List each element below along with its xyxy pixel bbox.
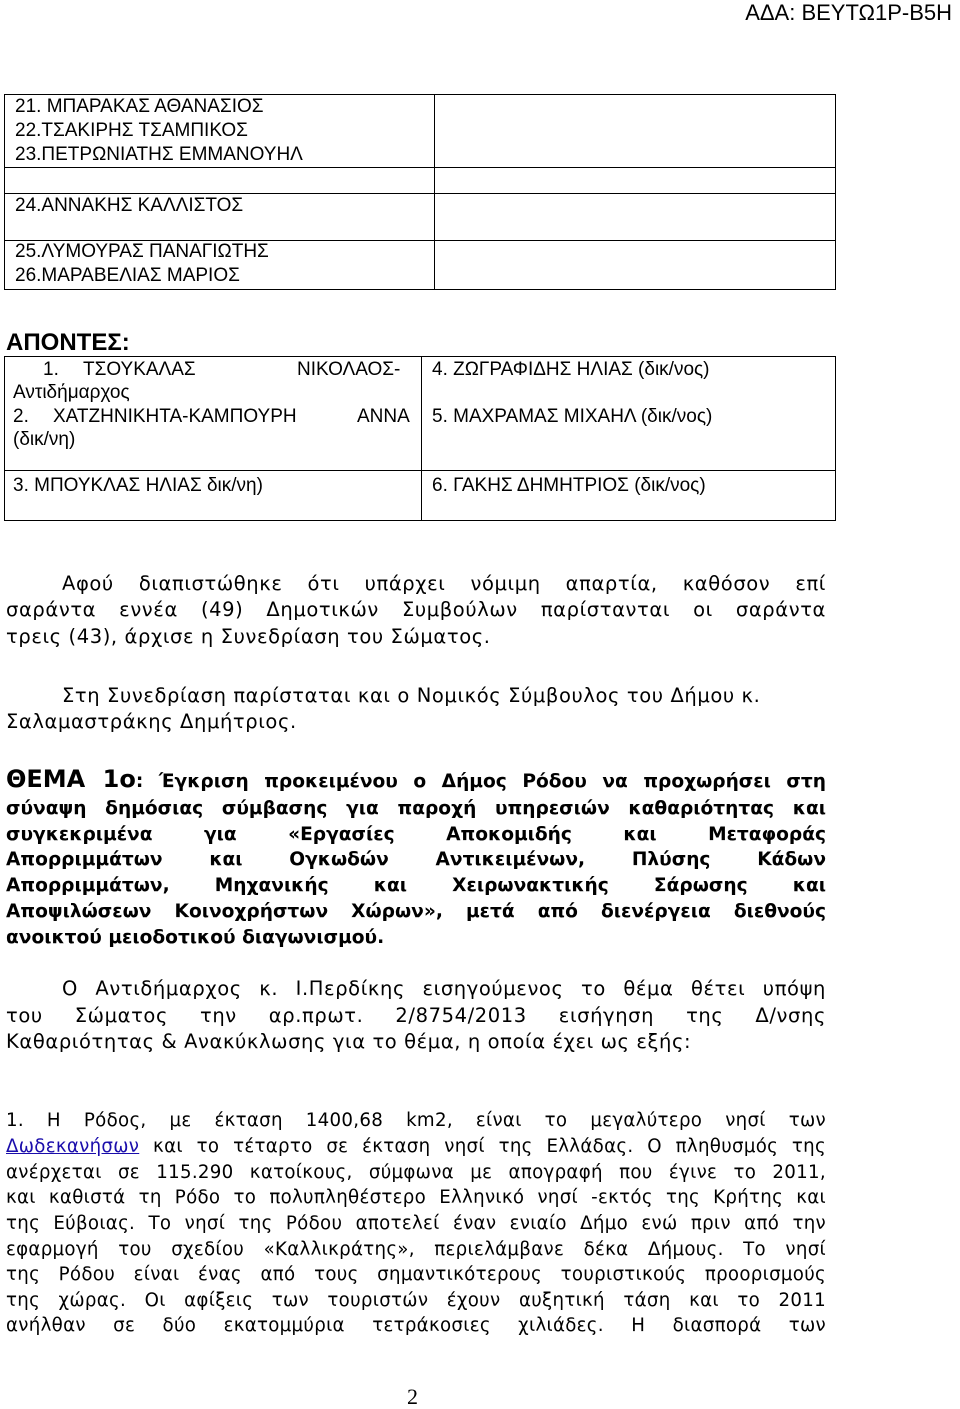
- theme-line-7: ανοικτού μειοδοτικού διαγωνισμού.: [6, 927, 385, 948]
- list-item: (δικ/νη): [13, 429, 76, 450]
- ada-code: ΑΔΑ: ΒΕΥΤΩ1Ρ-Β5Η: [745, 0, 952, 25]
- list-item: 1.: [43, 359, 59, 380]
- list-item: 6. ΓΑΚΗΣ ΔΗΜΗΤΡΙΟΣ (δικ/νος): [432, 475, 706, 496]
- quorum-line-2: σαράντα εννέα (49) Δημοτικών Συμβούλων παρίστανται οι σαράντα: [6, 598, 826, 621]
- list-item: 22.ΤΣΑΚΙΡΗΣ ΤΣΑΜΠΙΚΟΣ: [15, 120, 248, 141]
- body-line-5: της Εύβοιας. Το νησί της Ρόδου αποτελεί έναν ενιαίο Δήμο ενώ πριν από την: [6, 1213, 826, 1234]
- body-line-2: Δωδεκανήσων και το τέταρτο σε έκταση νησί της Ελλάδας. Ο πληθυσμός της: [6, 1136, 826, 1157]
- body-line-7: της Ρόδου είναι ένας από τους σημαντικότερους τουριστικούς προορισμούς: [6, 1264, 826, 1285]
- body-line-3: ανέρχεται σε 115.290 κατοίκους, σύμφωνα με απογραφή που έγινε το 2011,: [6, 1162, 826, 1183]
- theme-line-3: συγκεκριμένα για «Εργασίες Αποκομιδής και Μεταφοράς: [6, 824, 826, 845]
- intro-line-2: του Σώματος την αρ.πρωτ. 2/8754/2013 εισήγηση της Δ/νσης: [6, 1004, 826, 1027]
- list-item: 24.ΑΝΝΑΚΗΣ ΚΑΛΛΙΣΤΟΣ: [15, 195, 244, 216]
- present-members-table: [4, 94, 836, 290]
- legal-line-2: Σαλαμαστράκης Δημήτριος.: [6, 710, 297, 733]
- theme-line-6: Αποψιλώσεων Κοινοχρήστων Χώρων», μετά από διενέργεια διεθνούς: [6, 901, 826, 922]
- list-item: ΑΝΝΑ: [357, 406, 410, 427]
- dodecanese-link[interactable]: Δωδεκανήσων: [6, 1136, 140, 1157]
- table-row: [4, 240, 836, 290]
- list-item: 3. ΜΠΟΥΚΛΑΣ ΗΛΙΑΣ δικ/νη): [13, 475, 263, 496]
- absent-members-table: [4, 356, 836, 521]
- absent-left-cell-2: [4, 470, 422, 521]
- list-item: Αντιδήμαρχος: [13, 382, 130, 403]
- theme-line-5: Απορριμμάτων, Μηχανικής και Χειρωνακτικής Σάρωσης και: [6, 875, 826, 896]
- table-row: [4, 193, 836, 241]
- list-item: ΝΙΚΟΛΑΟΣ-: [297, 359, 401, 380]
- body-line-6: εφαρμογή του σχεδίου «Καλλικράτης», περιελάμβανε δέκα Δήμους. Το νησί: [6, 1239, 826, 1260]
- list-item: ΤΣΟΥΚΑΛΑΣ: [83, 359, 196, 380]
- page-number: 2: [407, 1384, 418, 1409]
- list-item: 2.: [13, 406, 29, 427]
- legal-line-1: Στη Συνεδρίαση παρίσταται και ο Νομικός Σύμβουλος του Δήμου κ.: [62, 684, 761, 707]
- list-item: 26.ΜΑΡΑΒΕΛΙΑΣ ΜΑΡΙΟΣ: [15, 265, 240, 286]
- absent-right-cell: [421, 356, 836, 471]
- body-line-8: της χώρας. Οι αφίξεις των τουριστών έχουν αυξητική τάση και το 2011: [6, 1290, 826, 1311]
- quorum-line-1: Αφού διαπιστώθηκε ότι υπάρχει νόμιμη απαρτία, καθόσον επί: [62, 572, 826, 595]
- list-item: ΧΑΤΖΗΝΙΚΗΤΑ-ΚΑΜΠΟΥΡΗ: [53, 406, 297, 427]
- list-item: 23.ΠΕΤΡΩΝΙΑΤΗΣ ΕΜΜΑΝΟΥΗΛ: [15, 144, 303, 165]
- absent-title: ΑΠΟΝΤΕΣ:: [6, 329, 130, 356]
- table-row: [4, 94, 836, 168]
- absent-left-cell: [4, 356, 422, 471]
- intro-line-3: Καθαριότητας & Ανακύκλωσης για το θέμα, η οποία έχει ως εξής:: [6, 1030, 692, 1053]
- body-line-9: ανήλθαν σε δύο εκατομμύρια τετράκοσιες χιλιάδες. Η διασπορά των: [6, 1315, 826, 1336]
- list-item: 5. ΜΑΧΡΑΜΑΣ ΜΙΧΑΗΛ (δικ/νος): [432, 406, 713, 427]
- absent-right-cell-2: [421, 470, 836, 521]
- table-row: [4, 167, 836, 194]
- list-item: 4. ΖΩΓΡΑΦΙΔΗΣ ΗΛΙΑΣ (δικ/νος): [432, 359, 710, 380]
- theme-label: ΘΕΜΑ 1ο: [6, 765, 136, 793]
- intro-line-1: Ο Αντιδήμαρχος κ. Ι.Περδίκης εισηγούμενος το θέμα θέτει υπόψη: [62, 977, 826, 1000]
- quorum-line-3: τρεις (43), άρχισε η Συνεδρίαση του Σώματος.: [6, 625, 491, 648]
- theme-line-4: Απορριμμάτων και Ογκωδών Αντικειμένων, Πλύσης Κάδων: [6, 849, 826, 870]
- body-line-1: 1. Η Ρόδος, με έκταση 1400,68 km2, είναι το μεγαλύτερο νησί των: [6, 1110, 826, 1131]
- theme-line-2: σύναψη δημόσιας σύμβασης για παροχή υπηρεσιών καθαριότητας και: [6, 798, 826, 819]
- body-line-4: και καθιστά τη Ρόδο το πολυπληθέστερο Ελληνικό νησί -εκτός της Κρήτης και: [6, 1187, 826, 1208]
- list-item: 21. ΜΠΑΡΑΚΑΣ ΑΘΑΝΑΣΙΟΣ: [15, 96, 264, 117]
- theme-line-1: ΘΕΜΑ 1ο: Έγκριση προκειμένου ο Δήμος Ρόδου να προχωρήσει στη: [6, 765, 827, 793]
- list-item: 25.ΛΥΜΟΥΡΑΣ ΠΑΝΑΓΙΩΤΗΣ: [15, 241, 269, 262]
